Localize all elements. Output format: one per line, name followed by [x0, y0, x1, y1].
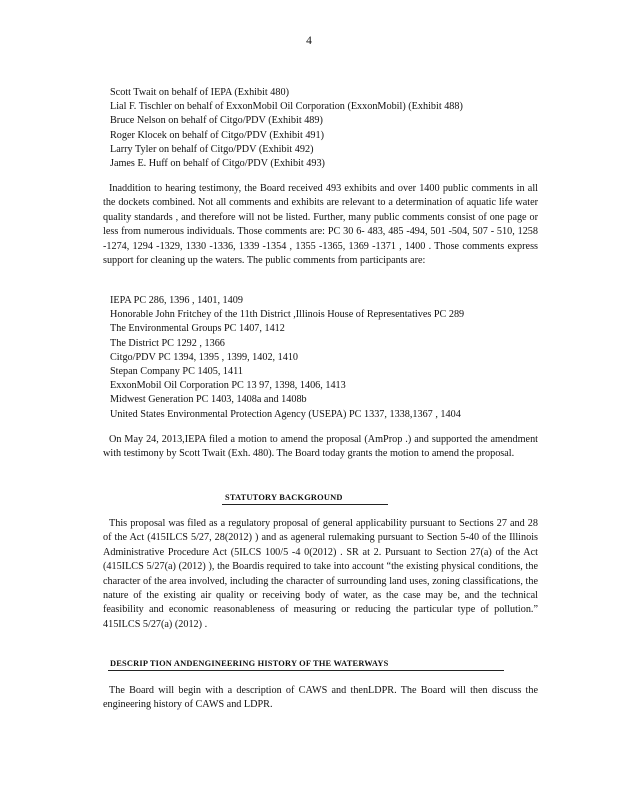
participant-item: Honorable John Fritchey of the 11th District ,Illinois House of Representatives PC 289	[110, 309, 465, 321]
participant-item: Citgo/PDV PC 1394, 1395 , 1399, 1402, 1410	[110, 351, 299, 363]
heading-underline	[222, 504, 388, 505]
witness-item: Larry Tyler on behalf of Citgo/PDV (Exhibit 492)	[110, 143, 314, 155]
paragraph-history: The Board will begin with a description of CAWS and thenLDPR. The Board will then discuss the engineering history of CAWS and LDPR.	[103, 685, 538, 711]
participant-item: Midwest Generation PC 1403, 1408a and 1408b	[110, 394, 307, 406]
paragraph-comments: Inaddition to hearing testimony, the Board received 493 exhibits and over 1400 public comments in all the dockets combined. Not all comments and exhibits are relevant to a determination of aquatic life water quality standards , and therefore will not be listed. Further, many public comments consist of one page or less from numerous individuals. Those comments are: PC 30 6- 483, 485 -494, 501 -504, 507 - 510, 1258 -1274, 1294 -1329, 1330 -1336, 1339 -1354 , 1355 -1365, 1369 -1371 , 1400 . Those comments express support for cleaning up the waters. The public comments from participants are:	[103, 183, 538, 267]
witness-item: Lial F. Tischler on behalf of ExxonMobil Oil Corporation (ExxonMobil) (Exhibit 488)	[110, 101, 463, 113]
paragraph-statutory: This proposal was filed as a regulatory proposal of general applicability pursuant to Sections 27 and 28 of the Act (415ILCS 5/27, 28(2012) ) and as ageneral rulemaking pursuant to Section 5-40 of the Illinois Administrative Procedure Act (5ILCS 100/5 -4 0(2012) . SR at 2. Pursuant to Section 27(a) of the Act (415ILCS 5/27(a) (2012) ), the Boardis required to take into account “the existing physical conditions, the character of the area involved, including the character of surrounding land uses, zoning classifications, the nature of the existing air quality or receiving body of water, as the case may be, and the technical feasibility and economic reasonableness of measuring or reducing the particular type of pollution.” 415ILCS 5/27(a) (2012) .	[103, 518, 538, 630]
heading-engineering-history: DESCRIP TION ANDENGINEERING HISTORY OF THE WATERWAYS	[110, 659, 389, 668]
witness-list	[110, 86, 540, 171]
participant-item: United States Environmental Protection Agency (USEPA) PC 1337, 1338,1367 , 1404	[110, 408, 461, 420]
participant-item: The Environmental Groups PC 1407, 1412	[110, 323, 285, 335]
witness-item: Bruce Nelson on behalf of Citgo/PDV (Exhibit 489)	[110, 115, 323, 127]
witness-item: James E. Huff on behalf of Citgo/PDV (Exhibit 493)	[110, 158, 325, 170]
heading-statutory-background: STATUTORY BACKGROUND	[225, 493, 343, 502]
witness-item: Scott Twait on behalf of IEPA (Exhibit 480)	[110, 87, 289, 98]
witness-item: Roger Klocek on behalf of Citgo/PDV (Exhibit 491)	[110, 129, 325, 141]
page-number: 4	[306, 35, 312, 47]
participant-item: Stepan Company PC 1405, 1411	[110, 366, 243, 378]
participant-list	[110, 294, 540, 422]
participant-item: The District PC 1292 , 1366	[110, 337, 225, 349]
participant-item: ExxonMobil Oil Corporation PC 13 97, 1398, 1406, 1413	[110, 380, 346, 392]
participant-item: IEPA PC 286, 1396 , 1401, 1409	[110, 295, 243, 306]
heading-underline	[108, 670, 504, 671]
paragraph-motion: On May 24, 2013,IEPA filed a motion to amend the proposal (AmProp .) and supported the amendment with testimony by Scott Twait (Exh. 480). The Board today grants the motion to amend the proposal.	[103, 434, 538, 460]
